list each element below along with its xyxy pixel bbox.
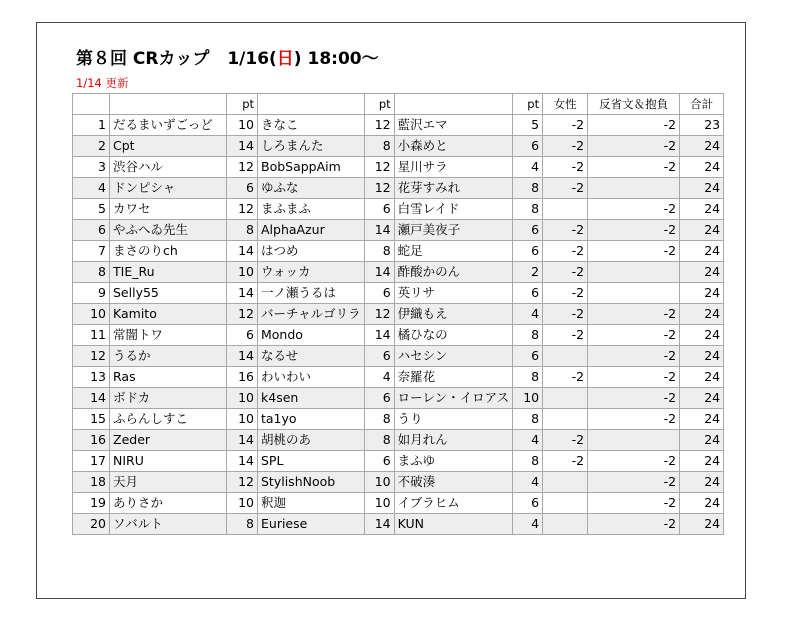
cell-female [543, 514, 588, 535]
cell-total: 24 [680, 430, 724, 451]
cell-p1: ふらんしすこ [110, 409, 227, 430]
header-player2 [258, 94, 365, 115]
cell-pt1: 8 [227, 514, 258, 535]
cell-p2: はつめ [258, 241, 365, 262]
cell-p1: カワセ [110, 199, 227, 220]
cell-p3: 不破湊 [394, 472, 512, 493]
cell-p1: ドンピシャ [110, 178, 227, 199]
cell-p2: バーチャルゴリラ [258, 304, 365, 325]
title-date-suffix: ) 18:00～ [293, 49, 379, 69]
cell-p2: わいわい [258, 367, 365, 388]
cell-rank: 11 [73, 325, 110, 346]
cell-female: -2 [543, 241, 588, 262]
cell-pt3: 8 [513, 451, 543, 472]
cell-pt3: 4 [513, 472, 543, 493]
cell-reflection: -2 [588, 472, 680, 493]
cell-total: 24 [680, 514, 724, 535]
cell-p2: ゆふな [258, 178, 365, 199]
cell-p1: ソバルト [110, 514, 227, 535]
cell-p3: 奈羅花 [394, 367, 512, 388]
table-row [73, 451, 724, 472]
cell-female: -2 [543, 262, 588, 283]
cell-p2: k4sen [258, 388, 365, 409]
cell-p2: BobSappAim [258, 157, 365, 178]
table-row [73, 220, 724, 241]
table-row [73, 472, 724, 493]
cell-p3: 橘ひなの [394, 325, 512, 346]
cell-female: -2 [543, 178, 588, 199]
cell-female [543, 472, 588, 493]
cell-pt1: 12 [227, 199, 258, 220]
cell-rank: 13 [73, 367, 110, 388]
cell-pt3: 10 [513, 388, 543, 409]
cell-pt2: 12 [364, 115, 394, 136]
cell-p1: まさのりch [110, 241, 227, 262]
cell-reflection: -2 [588, 388, 680, 409]
cell-pt1: 10 [227, 115, 258, 136]
table-row [73, 241, 724, 262]
cell-pt3: 8 [513, 178, 543, 199]
header-row [73, 94, 724, 115]
cell-p1: Ras [110, 367, 227, 388]
cell-pt1: 12 [227, 157, 258, 178]
cell-p1: だるまいずごっど [110, 115, 227, 136]
table-row [73, 115, 724, 136]
cell-reflection [588, 430, 680, 451]
cell-p2: まふまふ [258, 199, 365, 220]
cell-p3: うり [394, 409, 512, 430]
cell-p1: やふへゐ先生 [110, 220, 227, 241]
cell-pt2: 6 [364, 283, 394, 304]
cell-pt1: 14 [227, 451, 258, 472]
cell-p2: SPL [258, 451, 365, 472]
cell-pt3: 8 [513, 325, 543, 346]
cell-rank: 15 [73, 409, 110, 430]
cell-p2: なるせ [258, 346, 365, 367]
cell-pt1: 10 [227, 493, 258, 514]
table-row [73, 178, 724, 199]
table-row [73, 262, 724, 283]
cell-p3: まふゆ [394, 451, 512, 472]
cell-pt1: 14 [227, 241, 258, 262]
cell-total: 24 [680, 199, 724, 220]
cell-p2: 一ノ瀬うるは [258, 283, 365, 304]
cell-female [543, 409, 588, 430]
cell-total: 24 [680, 241, 724, 262]
cell-p2: Euriese [258, 514, 365, 535]
cell-pt2: 12 [364, 304, 394, 325]
cell-total: 24 [680, 346, 724, 367]
cell-pt3: 6 [513, 241, 543, 262]
header-total: 合計 [680, 94, 724, 115]
table-row [73, 430, 724, 451]
cell-female [543, 346, 588, 367]
cell-p3: ハセシン [394, 346, 512, 367]
cell-p1: ボドカ [110, 388, 227, 409]
cell-female: -2 [543, 115, 588, 136]
cell-rank: 19 [73, 493, 110, 514]
cell-p1: Selly55 [110, 283, 227, 304]
cell-p2: ta1yo [258, 409, 365, 430]
cell-total: 24 [680, 325, 724, 346]
cell-pt3: 4 [513, 304, 543, 325]
cell-p1: Zeder [110, 430, 227, 451]
cell-reflection: -2 [588, 451, 680, 472]
cell-rank: 16 [73, 430, 110, 451]
table-row [73, 367, 724, 388]
cell-reflection [588, 262, 680, 283]
cell-total: 24 [680, 472, 724, 493]
cell-female [543, 199, 588, 220]
cell-p1: ありさか [110, 493, 227, 514]
cell-pt1: 10 [227, 262, 258, 283]
title-date-prefix: 1/16( [227, 49, 277, 69]
cell-pt3: 6 [513, 283, 543, 304]
cell-pt1: 14 [227, 346, 258, 367]
cell-p3: 瀬戸美夜子 [394, 220, 512, 241]
cell-rank: 2 [73, 136, 110, 157]
standings-table [72, 93, 724, 535]
cell-pt2: 8 [364, 430, 394, 451]
cell-reflection: -2 [588, 367, 680, 388]
cell-p3: 如月れん [394, 430, 512, 451]
cell-p3: 蛇足 [394, 241, 512, 262]
cell-rank: 8 [73, 262, 110, 283]
cell-female: -2 [543, 430, 588, 451]
table-row [73, 199, 724, 220]
cell-p3: 藍沢エマ [394, 115, 512, 136]
cell-total: 24 [680, 388, 724, 409]
cell-p2: しろまんた [258, 136, 365, 157]
cell-female: -2 [543, 325, 588, 346]
cell-female [543, 493, 588, 514]
cell-female: -2 [543, 451, 588, 472]
cell-total: 24 [680, 220, 724, 241]
cell-p3: 白雪レイド [394, 199, 512, 220]
cell-pt2: 10 [364, 472, 394, 493]
cell-p2: 胡桃のあ [258, 430, 365, 451]
cell-reflection: -2 [588, 409, 680, 430]
cell-reflection: -2 [588, 136, 680, 157]
cell-total: 24 [680, 136, 724, 157]
cell-pt2: 8 [364, 136, 394, 157]
cell-pt1: 10 [227, 388, 258, 409]
cell-total: 24 [680, 262, 724, 283]
title-main: 第８回 CRカップ [76, 49, 210, 69]
cell-total: 24 [680, 409, 724, 430]
cell-reflection: -2 [588, 241, 680, 262]
cell-female: -2 [543, 220, 588, 241]
cell-p1: NIRU [110, 451, 227, 472]
cell-rank: 6 [73, 220, 110, 241]
cell-p2: AlphaAzur [258, 220, 365, 241]
cell-pt1: 14 [227, 283, 258, 304]
cell-pt2: 4 [364, 367, 394, 388]
cell-p3: 小森めと [394, 136, 512, 157]
table-row [73, 388, 724, 409]
cell-pt1: 10 [227, 409, 258, 430]
cell-reflection: -2 [588, 325, 680, 346]
header-player3 [394, 94, 512, 115]
cell-pt3: 4 [513, 157, 543, 178]
cell-p2: きなこ [258, 115, 365, 136]
cell-reflection: -2 [588, 346, 680, 367]
table-row [73, 304, 724, 325]
cell-p1: 渋谷ハル [110, 157, 227, 178]
cell-pt2: 6 [364, 199, 394, 220]
cell-pt2: 12 [364, 157, 394, 178]
standings-body [73, 94, 724, 535]
cell-pt1: 14 [227, 136, 258, 157]
cell-reflection: -2 [588, 304, 680, 325]
cell-reflection [588, 283, 680, 304]
cell-female [543, 388, 588, 409]
cell-p3: 星川サラ [394, 157, 512, 178]
table-row [73, 325, 724, 346]
cell-pt3: 6 [513, 220, 543, 241]
cell-female: -2 [543, 136, 588, 157]
cell-p3: 酢酸かのん [394, 262, 512, 283]
cell-p3: イブラヒム [394, 493, 512, 514]
cell-female: -2 [543, 283, 588, 304]
cell-rank: 1 [73, 115, 110, 136]
cell-pt1: 12 [227, 304, 258, 325]
cell-pt1: 12 [227, 472, 258, 493]
header-reflection: 反省文＆抱負 [588, 94, 680, 115]
cell-total: 24 [680, 451, 724, 472]
cell-rank: 5 [73, 199, 110, 220]
page-title [76, 44, 379, 69]
cell-total: 24 [680, 283, 724, 304]
cell-total: 24 [680, 157, 724, 178]
header-pt2: pt [364, 94, 394, 115]
cell-pt2: 6 [364, 451, 394, 472]
table-row [73, 514, 724, 535]
cell-total: 23 [680, 115, 724, 136]
cell-pt2: 8 [364, 241, 394, 262]
header-pt1: pt [227, 94, 258, 115]
cell-pt2: 6 [364, 388, 394, 409]
cell-female: -2 [543, 157, 588, 178]
cell-p1: Cpt [110, 136, 227, 157]
cell-total: 24 [680, 493, 724, 514]
cell-pt1: 6 [227, 325, 258, 346]
cell-rank: 9 [73, 283, 110, 304]
cell-pt2: 10 [364, 493, 394, 514]
cell-pt3: 8 [513, 367, 543, 388]
table-row [73, 493, 724, 514]
table-row [73, 157, 724, 178]
cell-rank: 20 [73, 514, 110, 535]
cell-reflection: -2 [588, 199, 680, 220]
cell-reflection: -2 [588, 115, 680, 136]
table-row [73, 136, 724, 157]
cell-p1: Kamito [110, 304, 227, 325]
cell-p2: 釈迦 [258, 493, 365, 514]
cell-p1: 天月 [110, 472, 227, 493]
cell-rank: 4 [73, 178, 110, 199]
cell-pt1: 14 [227, 430, 258, 451]
cell-p3: KUN [394, 514, 512, 535]
header-player1 [110, 94, 227, 115]
cell-p3: 伊織もえ [394, 304, 512, 325]
cell-pt2: 14 [364, 262, 394, 283]
cell-p3: ローレン・イロアス [394, 388, 512, 409]
cell-pt3: 8 [513, 409, 543, 430]
cell-rank: 17 [73, 451, 110, 472]
cell-pt2: 8 [364, 409, 394, 430]
cell-p3: 花芽すみれ [394, 178, 512, 199]
table-row [73, 346, 724, 367]
cell-rank: 10 [73, 304, 110, 325]
header-pt3: pt [513, 94, 543, 115]
cell-reflection: -2 [588, 514, 680, 535]
cell-pt1: 8 [227, 220, 258, 241]
cell-pt3: 2 [513, 262, 543, 283]
cell-p2: Mondo [258, 325, 365, 346]
cell-p1: TIE_Ru [110, 262, 227, 283]
cell-pt2: 14 [364, 325, 394, 346]
header-female: 女性 [543, 94, 588, 115]
updated-note: 1/14 更新 [76, 76, 129, 90]
cell-p2: ウォッカ [258, 262, 365, 283]
cell-p3: 英リサ [394, 283, 512, 304]
cell-reflection: -2 [588, 220, 680, 241]
cell-rank: 7 [73, 241, 110, 262]
cell-pt3: 6 [513, 136, 543, 157]
cell-p1: 常闇トワ [110, 325, 227, 346]
cell-total: 24 [680, 304, 724, 325]
cell-pt3: 6 [513, 346, 543, 367]
cell-rank: 14 [73, 388, 110, 409]
cell-pt3: 8 [513, 199, 543, 220]
cell-female: -2 [543, 304, 588, 325]
cell-reflection [588, 178, 680, 199]
cell-total: 24 [680, 178, 724, 199]
cell-rank: 18 [73, 472, 110, 493]
cell-reflection: -2 [588, 493, 680, 514]
cell-pt2: 12 [364, 178, 394, 199]
cell-pt2: 6 [364, 346, 394, 367]
table-row [73, 283, 724, 304]
cell-p2: StylishNoob [258, 472, 365, 493]
cell-reflection: -2 [588, 157, 680, 178]
cell-pt3: 5 [513, 115, 543, 136]
header-rank [73, 94, 110, 115]
cell-pt2: 14 [364, 514, 394, 535]
cell-rank: 3 [73, 157, 110, 178]
cell-pt3: 6 [513, 493, 543, 514]
cell-pt1: 16 [227, 367, 258, 388]
cell-pt3: 4 [513, 514, 543, 535]
title-day: 日 [276, 49, 294, 69]
cell-female: -2 [543, 367, 588, 388]
cell-total: 24 [680, 367, 724, 388]
cell-pt3: 4 [513, 430, 543, 451]
cell-p1: うるか [110, 346, 227, 367]
cell-pt1: 6 [227, 178, 258, 199]
cell-pt2: 14 [364, 220, 394, 241]
table-row [73, 409, 724, 430]
cell-rank: 12 [73, 346, 110, 367]
